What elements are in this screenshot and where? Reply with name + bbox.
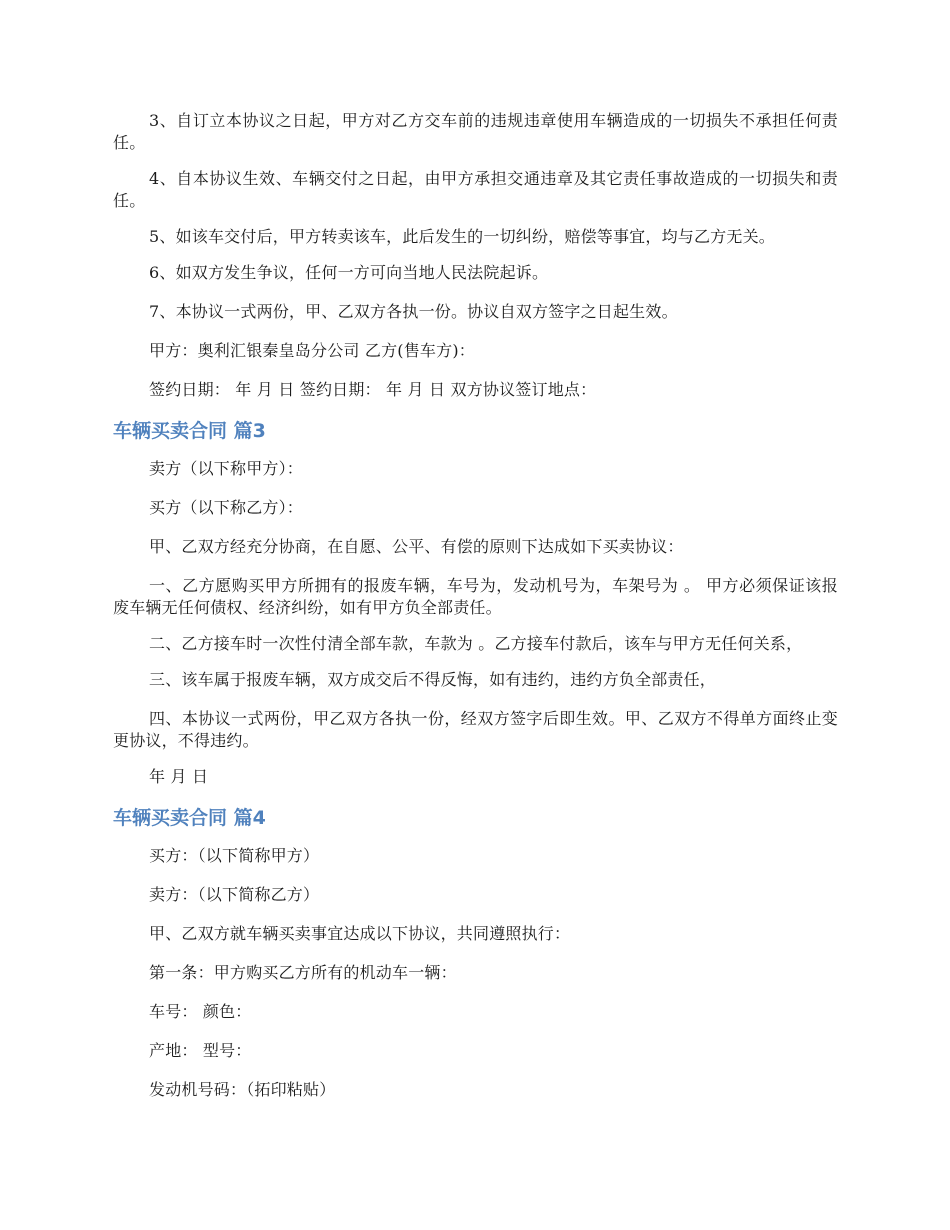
section-3-buyer: 买方（以下称乙方）：: [149, 498, 304, 517]
section-3-intro: 甲、乙双方经充分协商，在自愿、公平、有偿的原则下达成如下买卖协议：: [149, 537, 684, 556]
section-4-seller: 卖方：（以下简称乙方）: [149, 885, 320, 904]
section-3-heading: 车辆买卖合同 篇3: [113, 420, 266, 442]
clause-3: 3、自订立本协议之日起，甲方对乙方交车前的违规违章使用车辆造成的一切损失不承担任何责任。: [113, 111, 838, 152]
clause-6: 6、如双方发生争议，任何一方可向当地人民法院起诉。: [149, 263, 549, 282]
document-body: [113, 110, 838, 1118]
section-3-clause-1: 一、乙方愿购买甲方所拥有的报废车辆，车号为，发动机号为，车架号为 。 甲方必须保证该报废车辆无任何债权、经济纠纷，如有甲方负全部责任。: [113, 576, 838, 617]
section-4-origin-model: 产地： 型号：: [149, 1041, 252, 1060]
section-4-article-1: 第一条：甲方购买乙方所有的机动车一辆：: [149, 963, 457, 982]
section-3-seller: 卖方（以下称甲方）：: [149, 459, 304, 478]
clause-7: 7、本协议一式两份，甲、乙双方各执一份。协议自双方签字之日起生效。: [149, 302, 678, 321]
section-4-buyer: 买方：（以下简称甲方）: [149, 846, 320, 865]
section-3-date: 年 月 日: [149, 767, 209, 786]
parties-line: 甲方：奥利汇银秦皇岛分公司 乙方(售车方)：: [149, 341, 475, 360]
signing-date-line: 签约日期： 年 月 日 签约日期： 年 月 日 双方协议签订地点：: [149, 380, 597, 399]
clause-5: 5、如该车交付后，甲方转卖该车，此后发生的一切纠纷，赔偿等事宜，均与乙方无关。: [149, 227, 775, 246]
clause-4: 4、自本协议生效、车辆交付之日起，由甲方承担交通违章及其它责任事故造成的一切损失和责任。: [113, 169, 838, 210]
section-3-clause-3: 三、该车属于报废车辆，双方成交后不得反悔，如有违约，违约方负全部责任，: [149, 670, 717, 689]
section-3-clause-4: 四、本协议一式两份，甲乙双方各执一份，经双方签字后即生效。甲、乙双方不得单方面终止变更协议，不得违约。: [113, 709, 838, 750]
section-3-clause-2: 二、乙方接车时一次性付清全部车款，车款为 。乙方接车付款后，该车与甲方无任何关系，: [149, 634, 803, 653]
section-4-intro: 甲、乙双方就车辆买卖事宜达成以下协议，共同遵照执行：: [149, 924, 571, 943]
section-4-plate-color: 车号： 颜色：: [149, 1002, 252, 1021]
section-4-heading: 车辆买卖合同 篇4: [113, 807, 266, 829]
section-4-engine-number: 发动机号码：（拓印粘贴）: [149, 1080, 336, 1099]
